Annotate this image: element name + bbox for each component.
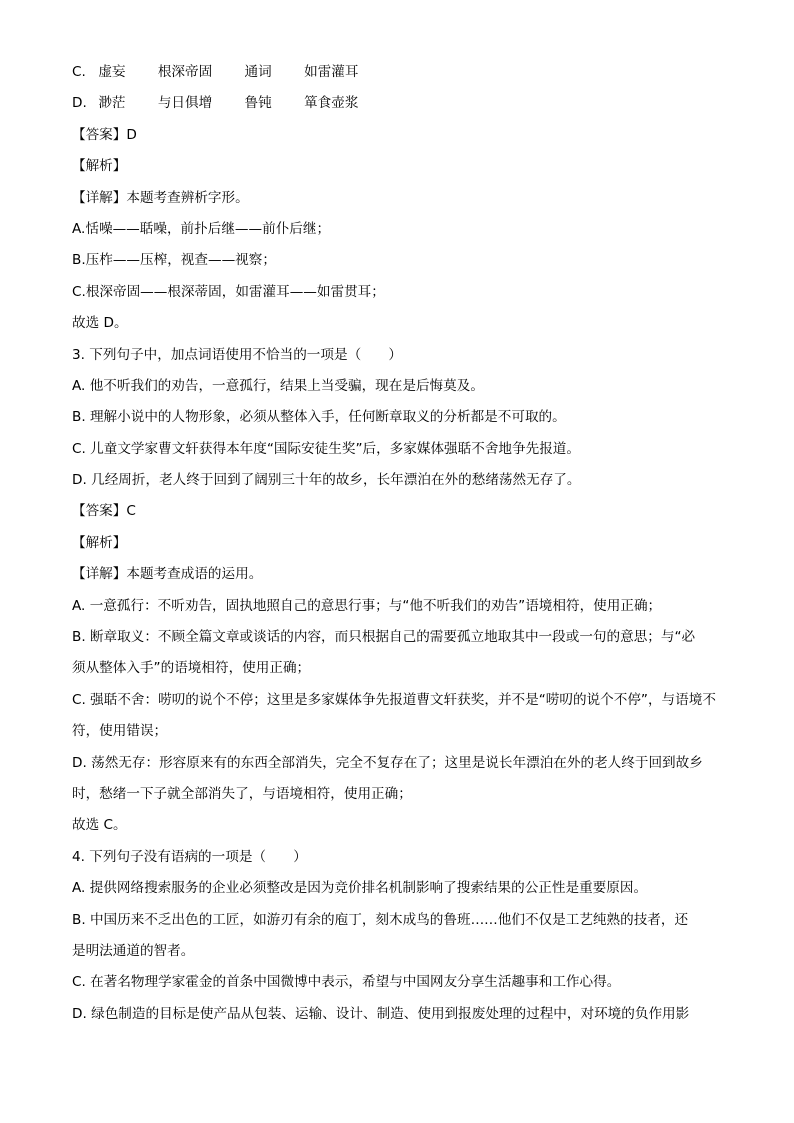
explanation-paragraph <box>72 690 722 741</box>
option-text: 是明法通道的智者。 <box>72 942 195 959</box>
question-4-stem: 4. 下列句子没有语病的一项是（ ） <box>72 848 307 865</box>
analysis-heading: 【解析】 <box>72 534 127 551</box>
option-word: 根深帝固 <box>157 64 213 80</box>
detail-line: 【详解】本题考查成语的运用。 <box>72 566 263 583</box>
explanation-text: D. 荡然无存：形容原来有的东西全部消失，完全不复存在了；这里是说长年漂泊在外的老人终于回到故乡 <box>72 754 703 771</box>
explanation-text: B. 断章取义：不顾全篇文章或谈话的内容，而只根据自己的需要孤立地取其中一段或一句的意思；与“必 <box>72 629 696 646</box>
analysis-heading: 【解析】 <box>72 158 127 175</box>
explanation-line: B.压柞——压榨，视查——视察； <box>72 252 276 269</box>
explanation-line: A. 一意孤行：不听劝告，固执地照自己的意思行事；与“他不听我们的劝告”语境相符，使用正确； <box>72 597 662 614</box>
explanation-paragraph <box>72 627 722 678</box>
question-3-option-a: A. 他不听我们的劝告，一意孤行，结果上当受骗，现在是后悔莫及。 <box>72 377 484 394</box>
explanation-paragraph <box>72 753 722 804</box>
question-4-option-d: D. 绿色制造的目标是使产品从包装、运输、设计、制造、使用到报废处理的过程中，对环境的负作用影 <box>72 1005 690 1022</box>
document-page <box>72 62 722 1035</box>
option-letter: D. <box>72 95 87 112</box>
option-letter: C. <box>72 64 86 80</box>
question-4-option-b <box>72 910 722 961</box>
question-3-option-b: B. 理解小说中的人物形象，必须从整体入手，任何断章取义的分析都是不可取的。 <box>72 409 566 426</box>
question-4-option-c: C. 在著名物理学家霍金的首条中国微博中表示，希望与中国网友分享生活趣事和工作心得。 <box>72 974 621 991</box>
explanation-text: 时，愁绪一下子就全部消失了，与语境相符，使用正确； <box>72 785 412 802</box>
option-word: 箪食壶浆 <box>304 95 359 112</box>
answer-line: 【答案】D <box>72 126 137 143</box>
answer-line: 【答案】C <box>72 503 136 520</box>
option-text: B. 中国历来不乏出色的工匠，如游刃有余的庖丁，刻木成鸟的鲁班……他们不仅是工艺纯熟的技者，还 <box>72 911 689 928</box>
option-line-c <box>72 62 722 82</box>
explanation-text: 须从整体入手”的语境相符，使用正确； <box>72 660 311 677</box>
question-3-option-d: D. 几经周折，老人终于回到了阔别三十年的故乡，长年漂泊在外的愁绪荡然无存了。 <box>72 472 581 489</box>
conclusion-line: 故选 C。 <box>72 817 127 834</box>
explanation-line: A.恬噪——聒噪，前扑后继——前仆后继； <box>72 220 331 237</box>
option-word: 渺茫 <box>98 95 126 112</box>
option-word: 鲁钝 <box>244 95 272 112</box>
explanation-text: C. 强聒不舍：唠叨的说个不停；这里是多家媒体争先报道曹文轩获奖，并不是“唠叨的说个不停”，与语境不 <box>72 691 716 708</box>
option-word: 如雷灌耳 <box>304 64 359 80</box>
option-word: 虚妄 <box>98 64 126 80</box>
question-3-option-c: C. 儿童文学家曹文轩获得本年度“国际安徒生奖”后，多家媒体强聒不舍地争先报道。 <box>72 440 580 457</box>
option-word: 通词 <box>244 64 272 80</box>
question-4-option-a: A. 提供网络搜索服务的企业必须整改是因为竞价排名机制影响了搜索结果的公正性是重要原因。 <box>72 880 648 897</box>
explanation-text: 符，使用错误； <box>72 723 168 740</box>
option-line-d <box>72 93 722 113</box>
detail-line: 【详解】本题考查辨析字形。 <box>72 189 249 206</box>
option-word: 与日俱增 <box>157 95 213 112</box>
conclusion-line: 故选 D。 <box>72 315 128 332</box>
question-3-stem: 3. 下列句子中，加点词语使用不恰当的一项是（ ） <box>72 346 402 363</box>
explanation-line: C.根深帝固——根深蒂固，如雷灌耳——如雷贯耳； <box>72 283 385 300</box>
